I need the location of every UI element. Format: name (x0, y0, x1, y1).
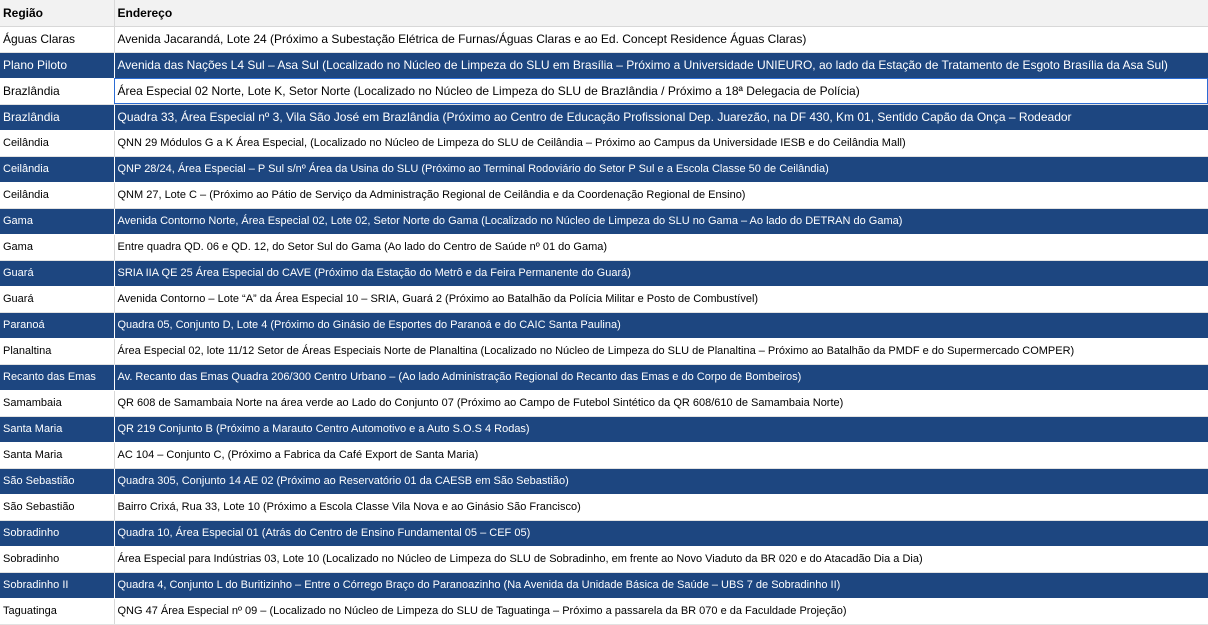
cell-endereco[interactable]: QNM 27, Lote C – (Próximo ao Pátio de Serviço da Administração Regional de Ceilândia e da Coordenação Regional de Ensino) (114, 182, 1208, 208)
cell-endereco[interactable]: SRIA IIA QE 25 Área Especial do CAVE (Próximo da Estação do Metrô e da Feira Permanente do Guará) (114, 260, 1208, 286)
table-row[interactable] (0, 260, 1208, 286)
table-row[interactable] (0, 572, 1208, 598)
cell-endereco[interactable]: Bairro Crixá, Rua 33, Lote 10 (Próximo a Escola Classe Vila Nova e ao Ginásio São Francisco) (114, 494, 1208, 520)
cell-endereco[interactable]: Av. Recanto das Emas Quadra 206/300 Centro Urbano – (Ao lado Administração Regional do Recanto das Emas e do Corpo de Bombeiros) (114, 364, 1208, 390)
cell-regiao[interactable]: Taguatinga (0, 598, 114, 624)
header-endereco[interactable]: Endereço (114, 0, 1208, 26)
cell-endereco[interactable]: Quadra 33, Área Especial nº 3, Vila São José em Brazlândia (Próximo ao Centro de Educação Profissional Dep. Juarezão, na DF 430, Km 01, Sentido Capão da Onça – Rodeador (114, 104, 1208, 130)
cell-endereco[interactable]: Área Especial 02, lote 11/12 Setor de Áreas Especiais Norte de Planaltina (Localizado no Núcleo de Limpeza do SLU de Planaltina – Próximo ao Batalhão da PMDF e do Supermercado COMPER) (114, 338, 1208, 364)
table-row[interactable] (0, 26, 1208, 52)
table-row[interactable] (0, 338, 1208, 364)
cell-regiao[interactable]: Recanto das Emas (0, 364, 114, 390)
cell-endereco[interactable]: Área Especial 02 Norte, Lote K, Setor Norte (Localizado no Núcleo de Limpeza do SLU de Brazlândia / Próximo a 18ª Delegacia de Polícia) (114, 78, 1208, 104)
table-row[interactable] (0, 416, 1208, 442)
cell-endereco[interactable]: Avenida das Nações L4 Sul – Asa Sul (Localizado no Núcleo de Limpeza do SLU em Brasília – Próximo a Universidade UNIEURO, ao lado da Estação de Tratamento de Esgoto Brasília da Asa Sul) (114, 52, 1208, 78)
cell-regiao[interactable]: Brazlândia (0, 104, 114, 130)
table-row[interactable] (0, 156, 1208, 182)
cell-regiao[interactable]: Guará (0, 286, 114, 312)
table-row[interactable] (0, 364, 1208, 390)
cell-endereco[interactable]: Quadra 05, Conjunto D, Lote 4 (Próximo do Ginásio de Esportes do Paranoá e do CAIC Santa Paulina) (114, 312, 1208, 338)
header-regiao[interactable]: Região (0, 0, 114, 26)
cell-regiao[interactable]: Ceilândia (0, 182, 114, 208)
cell-regiao[interactable]: Guará (0, 260, 114, 286)
cell-regiao[interactable]: Sobradinho (0, 546, 114, 572)
cell-endereco[interactable]: AC 104 – Conjunto C, (Próximo a Fabrica da Café Export de Santa Maria) (114, 442, 1208, 468)
cell-regiao[interactable]: Sobradinho II (0, 572, 114, 598)
cell-endereco[interactable]: QNP 28/24, Área Especial – P Sul s/nº Área da Usina do SLU (Próximo ao Terminal Rodoviário do Setor P Sul e a Escola Classe 50 de Ceilândia) (114, 156, 1208, 182)
cell-regiao[interactable]: Brazlândia (0, 78, 114, 104)
table-row[interactable] (0, 312, 1208, 338)
cell-regiao[interactable]: Ceilândia (0, 130, 114, 156)
cell-regiao[interactable]: Plano Piloto (0, 52, 114, 78)
cell-endereco[interactable]: Avenida Jacarandá, Lote 24 (Próximo a Subestação Elétrica de Furnas/Águas Claras e ao Ed. Concept Residence Águas Claras) (114, 26, 1208, 52)
cell-regiao[interactable]: Sobradinho (0, 520, 114, 546)
cell-endereco[interactable]: Quadra 305, Conjunto 14 AE 02 (Próximo ao Reservatório 01 da CAESB em São Sebastião) (114, 468, 1208, 494)
cell-endereco[interactable]: Quadra 10, Área Especial 01 (Atrás do Centro de Ensino Fundamental 05 – CEF 05) (114, 520, 1208, 546)
cell-endereco[interactable]: Área Especial para Indústrias 03, Lote 10 (Localizado no Núcleo de Limpeza do SLU de Sobradinho, em frente ao Novo Viaduto da BR 020 e do Atacadão Dia a Dia) (114, 546, 1208, 572)
table-row[interactable] (0, 182, 1208, 208)
cell-regiao[interactable]: Gama (0, 234, 114, 260)
cell-endereco[interactable]: QNG 47 Área Especial nº 09 – (Localizado no Núcleo de Limpeza do SLU de Taguatinga – Próximo a passarela da BR 070 e da Faculdade Projeção) (114, 598, 1208, 624)
table-row[interactable] (0, 442, 1208, 468)
cell-regiao[interactable]: Santa Maria (0, 442, 114, 468)
table-row[interactable] (0, 546, 1208, 572)
table-row[interactable] (0, 286, 1208, 312)
table-row[interactable] (0, 52, 1208, 78)
cell-regiao[interactable]: Gama (0, 208, 114, 234)
cell-endereco[interactable]: QR 608 de Samambaia Norte na área verde ao Lado do Conjunto 07 (Próximo ao Campo de Futebol Sintético da QR 608/610 de Samambaia Norte) (114, 390, 1208, 416)
cell-endereco[interactable]: QR 219 Conjunto B (Próximo a Marauto Centro Automotivo e a Auto S.O.S 4 Rodas) (114, 416, 1208, 442)
cell-regiao[interactable]: Santa Maria (0, 416, 114, 442)
cell-regiao[interactable]: Samambaia (0, 390, 114, 416)
cell-regiao[interactable]: Ceilândia (0, 156, 114, 182)
cell-regiao[interactable]: Planaltina (0, 338, 114, 364)
cell-endereco[interactable]: Quadra 4, Conjunto L do Buritizinho – Entre o Córrego Braço do Paranoazinho (Na Avenida da Unidade Básica de Saúde – UBS 7 de Sobradinho II) (114, 572, 1208, 598)
table-row[interactable] (0, 520, 1208, 546)
cell-endereco[interactable]: Avenida Contorno Norte, Área Especial 02, Lote 02, Setor Norte do Gama (Localizado no Núcleo de Limpeza do SLU no Gama – Ao lado do DETRAN do Gama) (114, 208, 1208, 234)
cell-regiao[interactable]: Águas Claras (0, 26, 114, 52)
cell-regiao[interactable]: São Sebastião (0, 468, 114, 494)
table-row[interactable] (0, 78, 1208, 104)
cell-regiao[interactable]: Paranoá (0, 312, 114, 338)
cell-endereco[interactable]: QNN 29 Módulos G a K Área Especial, (Localizado no Núcleo de Limpeza do SLU de Ceilândia – Próximo ao Campus da Universidade IESB e do Ceilândia Mall) (114, 130, 1208, 156)
cell-endereco[interactable]: Avenida Contorno – Lote “A” da Área Especial 10 – SRIA, Guará 2 (Próximo ao Batalhão da Polícia Militar e Posto de Combustível) (114, 286, 1208, 312)
table-row[interactable] (0, 494, 1208, 520)
table-row[interactable] (0, 468, 1208, 494)
table-row[interactable] (0, 598, 1208, 624)
table-row[interactable] (0, 390, 1208, 416)
table-row[interactable] (0, 104, 1208, 130)
table-row[interactable] (0, 208, 1208, 234)
cell-endereco[interactable]: Entre quadra QD. 06 e QD. 12, do Setor Sul do Gama (Ao lado do Centro de Saúde nº 01 do Gama) (114, 234, 1208, 260)
cell-regiao[interactable]: São Sebastião (0, 494, 114, 520)
table-row[interactable] (0, 234, 1208, 260)
table-header-row (0, 0, 1208, 26)
table-row[interactable] (0, 130, 1208, 156)
